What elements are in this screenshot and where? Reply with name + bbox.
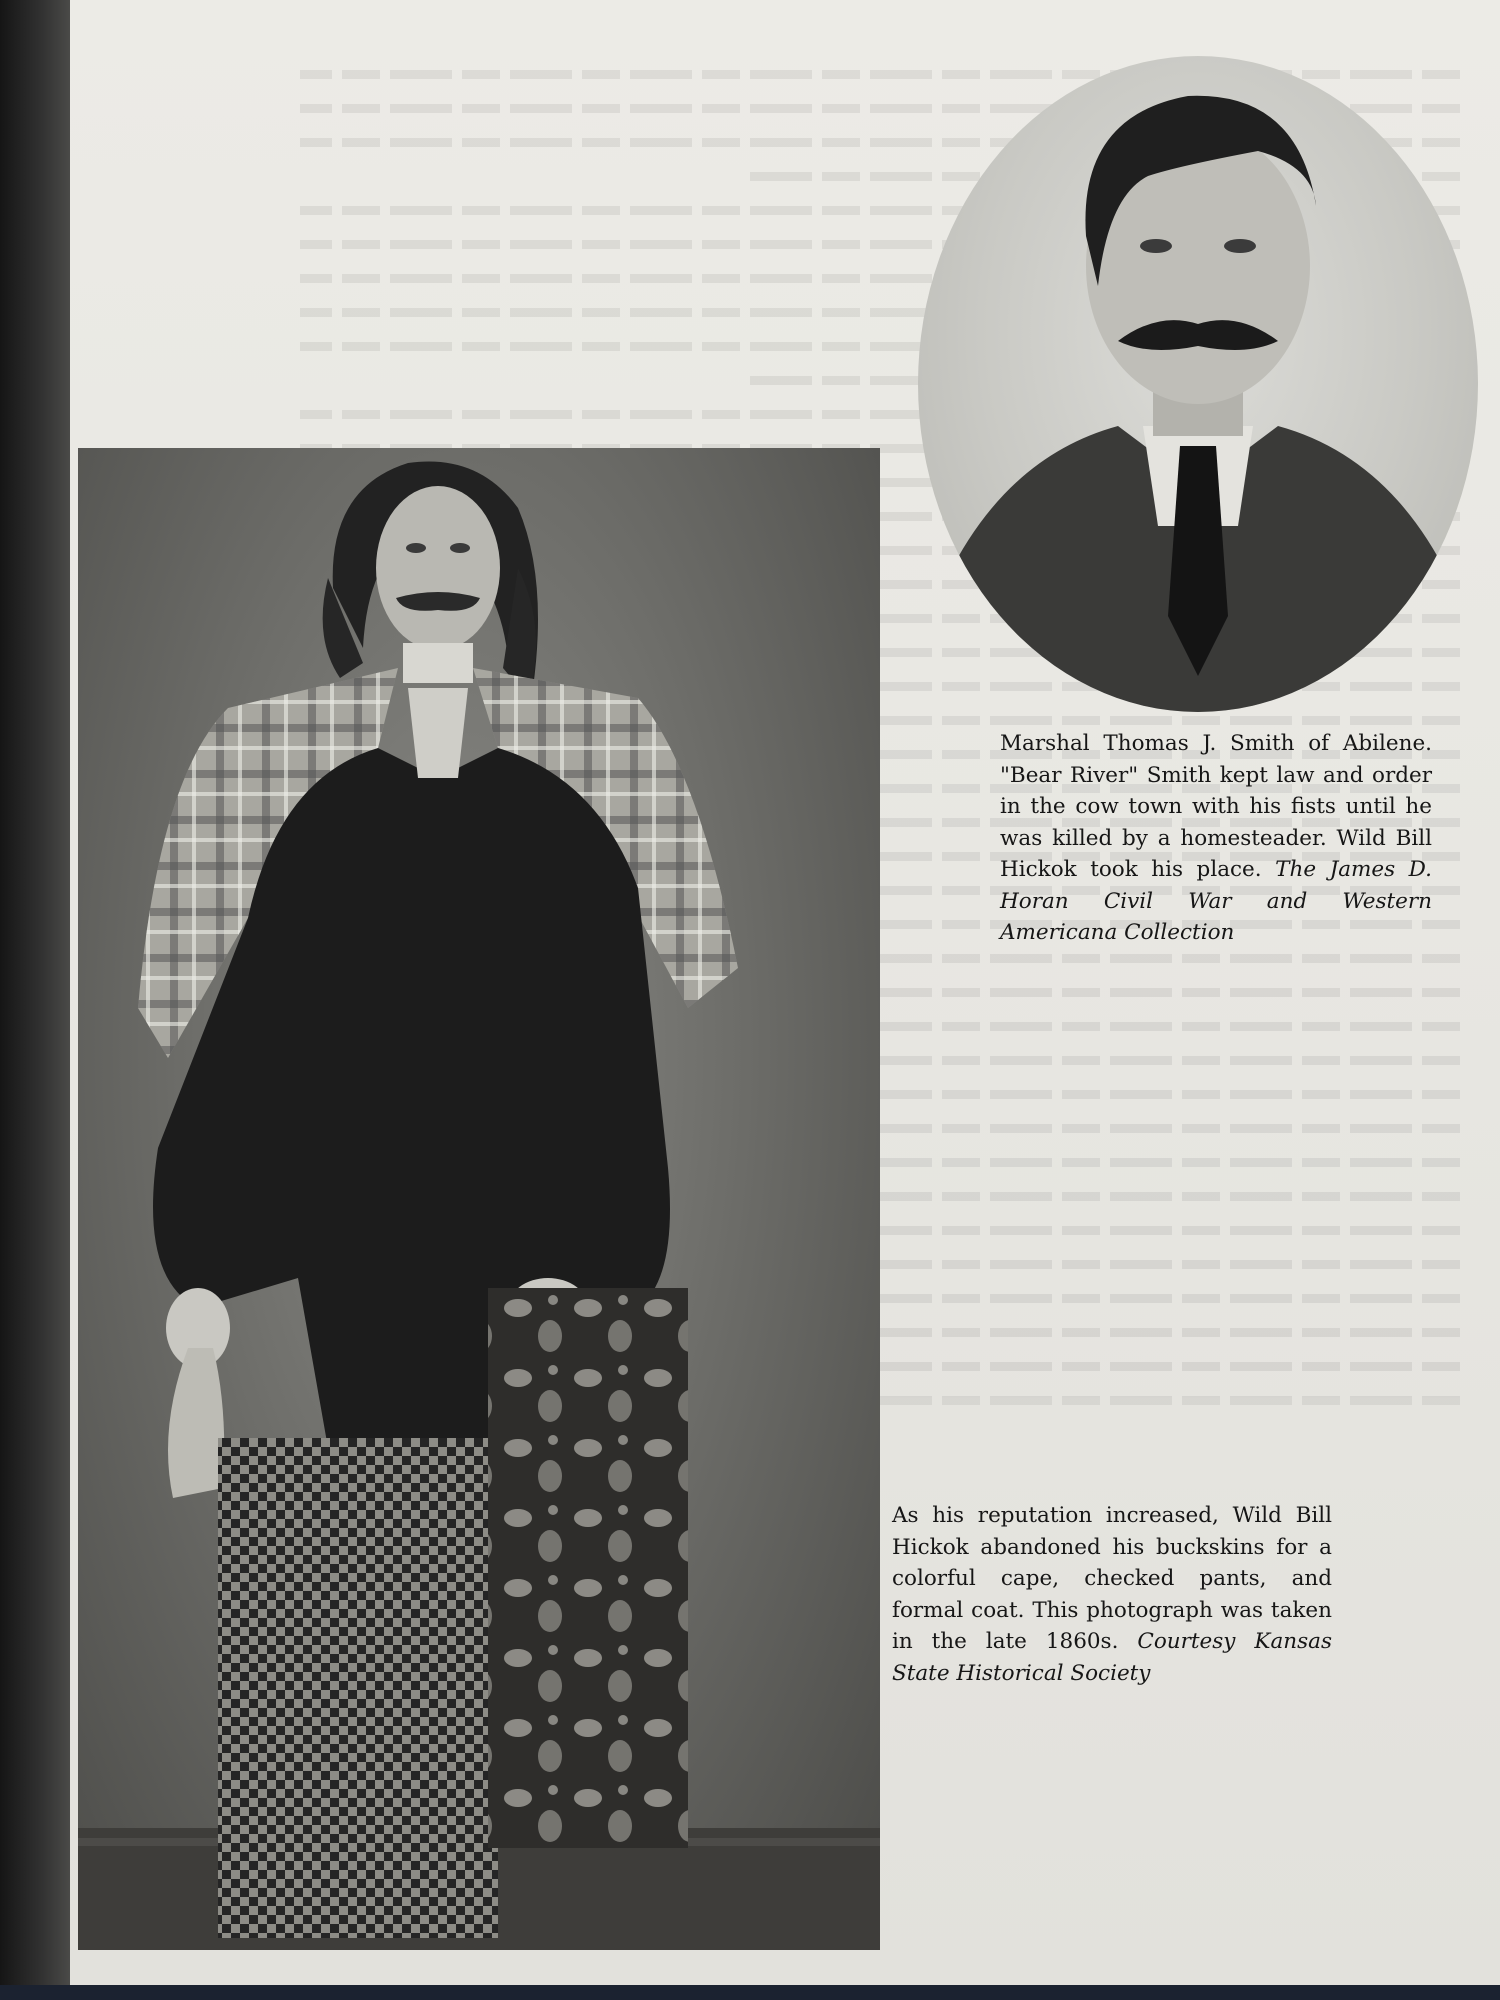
- hickok-caption-text: As his reputation increased, Wild Bill Hickok abandoned his buckskins for a colorful cape, checked pants, and formal coat. This photograph was taken in the late 1860s.: [892, 1503, 1332, 1654]
- smith-caption-text: Marshal Thomas J. Smith of Abilene. "Bear River" Smith kept law and order in the cow town with his fists until he was killed by a homesteader. Wild Bill Hickok took his place.: [1000, 731, 1432, 882]
- hickok-caption-credit: Courtesy Kansas State Historical Society: [892, 1629, 1332, 1686]
- smith-caption: [1000, 728, 1432, 949]
- hickok-caption: [892, 1500, 1332, 1689]
- hickok-photograph: [78, 448, 880, 1950]
- smith-oval-photograph: [918, 56, 1478, 712]
- page-bottom-edge: [0, 1985, 1500, 2000]
- smith-caption-credit: The James D. Horan Civil War and Western Americana Collection: [1000, 857, 1432, 945]
- book-spine-shadow: [0, 0, 70, 2000]
